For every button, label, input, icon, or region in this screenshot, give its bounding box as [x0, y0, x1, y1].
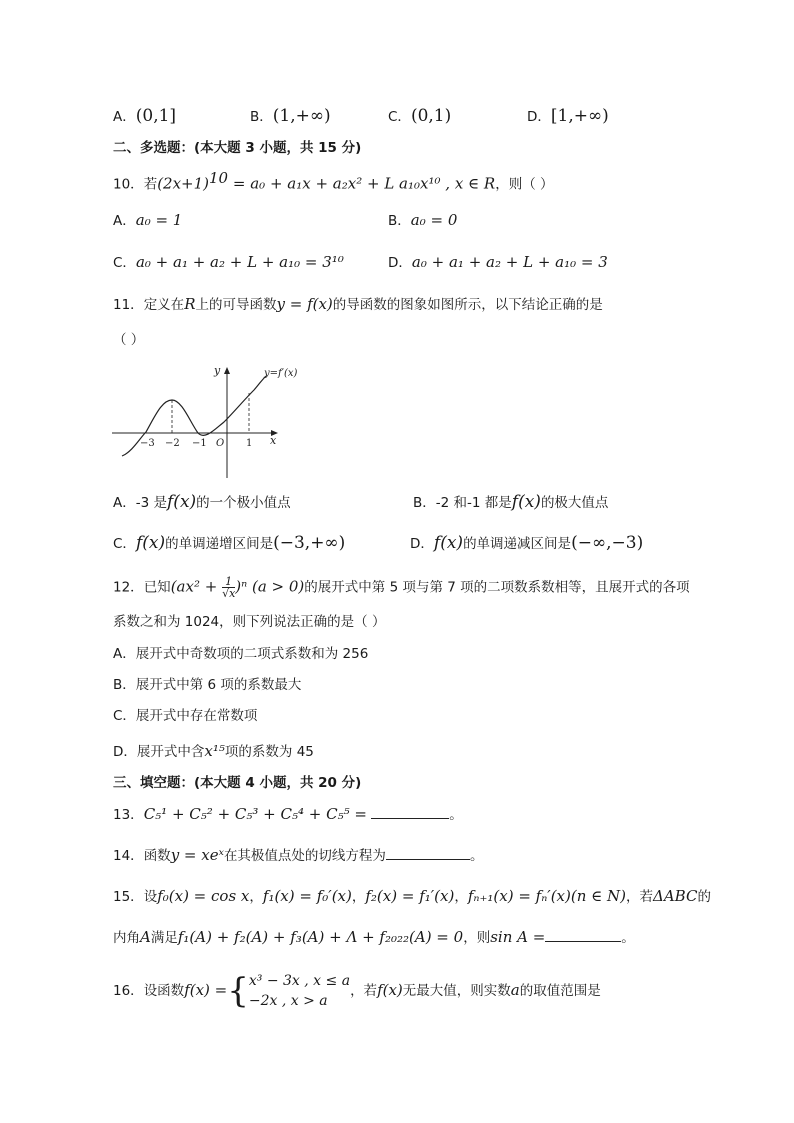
q15-answer-blank[interactable] [545, 927, 621, 942]
q10-option-d[interactable]: D．a₀ + a₁ + a₂ + L + a₁₀ = 3 [388, 253, 608, 271]
q12-option-a[interactable]: A．展开式中奇数项的二项式系数和为 256 [113, 646, 369, 662]
piecewise-brace: { [227, 971, 249, 1011]
q12-option-d[interactable]: D．展开式中含x¹⁵项的系数为 45 [113, 742, 314, 760]
q9-option-d[interactable]: D．[1,+∞) [527, 106, 609, 126]
q9-option-a[interactable]: A．(0,1] [113, 106, 177, 126]
q14-stem: 14．函数y = xeˣ在其极值点处的切线方程为 。 [113, 846, 484, 864]
section-3-heading: 三、填空题：(本大题 4 小题，共 20 分) [113, 775, 362, 791]
tick-label-neg3: −3 [140, 438, 155, 449]
q9-option-c[interactable]: C．(0,1) [388, 106, 452, 126]
q11-option-d[interactable]: D．f(x)的单调递减区间是(−∞,−3) [410, 533, 644, 553]
q16-stem: 16．设函数f(x) ={ x³ − 3x , x ≤ a −2x , x > a ，若f(x)无最大值，则实数a的取值范围是 [113, 971, 601, 1011]
tick-label-1: 1 [246, 438, 253, 449]
q12-stem-line2: 系数之和为 1024，则下列说法正确的是（ ） [113, 614, 386, 630]
q12-option-c[interactable]: C．展开式中存在常数项 [113, 708, 258, 724]
curve-label: y=f′(x) [264, 368, 298, 379]
q15-stem: 15．设f₀(x) = cos x，f₁(x) = f₀′(x)，f₂(x) = f₁′(x)，fₙ₊₁(x) = fₙ′(x)(n ∈ N)，若ΔABC的 [113, 887, 711, 905]
q11-stem: 11．定义在R上的可导函数y = f(x)的导函数的图象如图所示，以下结论正确的是 [113, 295, 603, 313]
tick-label-neg2: −2 [165, 438, 180, 449]
fraction-1-over-sqrt-x: $\frac{1}{√x}$ [222, 575, 236, 600]
derivative-graph [110, 362, 298, 480]
q10-stem: 10．若$(2x+1)^{10} = a_0 + a_1x + a_2x^2 + L$ a₁₀x¹⁰ , x ∈ R，则（ ） [113, 169, 554, 193]
q13-stem: 13．C₅¹ + C₅² + C₅³ + C₅⁴ + C₅⁵ = 。 [113, 805, 463, 823]
q11-option-b[interactable]: B．-2 和-1 都是f(x)的极大值点 [413, 492, 609, 512]
q10-option-c[interactable]: C．a₀ + a₁ + a₂ + L + a₁₀ = 3¹⁰ [113, 253, 344, 271]
section-2-heading: 二、多选题：(本大题 3 小题，共 15 分) [113, 140, 362, 156]
q11-answer-paren: （ ） [113, 332, 145, 348]
q10-option-a[interactable]: A．a₀ = 1 [113, 211, 183, 229]
x-axis-label: x [270, 434, 277, 447]
q11-option-a[interactable]: A．-3 是f(x)的一个极小值点 [113, 492, 291, 512]
q9-option-b[interactable]: B．(1,+∞) [250, 106, 331, 126]
q10-option-b[interactable]: B．a₀ = 0 [388, 211, 458, 229]
q14-answer-blank[interactable] [386, 845, 470, 860]
q11-option-c[interactable]: C．f(x)的单调递增区间是(−3,+∞) [113, 533, 346, 553]
q13-answer-blank[interactable] [371, 804, 449, 819]
y-axis-arrow [224, 367, 230, 374]
y-axis-label: y [214, 364, 221, 377]
q12-option-b[interactable]: B．展开式中第 6 项的系数最大 [113, 677, 302, 693]
origin-label: O [216, 438, 225, 449]
q15-stem-line2: 内角A满足f₁(A) + f₂(A) + f₃(A) + Λ + f₂₀₂₂(A) = 0，则sin A = 。 [113, 928, 635, 946]
q12-stem: 12．已知(ax² + $\frac{1}{√x}$ )ⁿ (a > 0)的展开式中第 5 项与第 7 项的二项数系数相等，且展开式的各项 [113, 575, 690, 600]
tick-label-neg1: −1 [192, 438, 207, 449]
piecewise-cases: x³ − 3x , x ≤ a −2x , x > a [248, 973, 351, 1009]
